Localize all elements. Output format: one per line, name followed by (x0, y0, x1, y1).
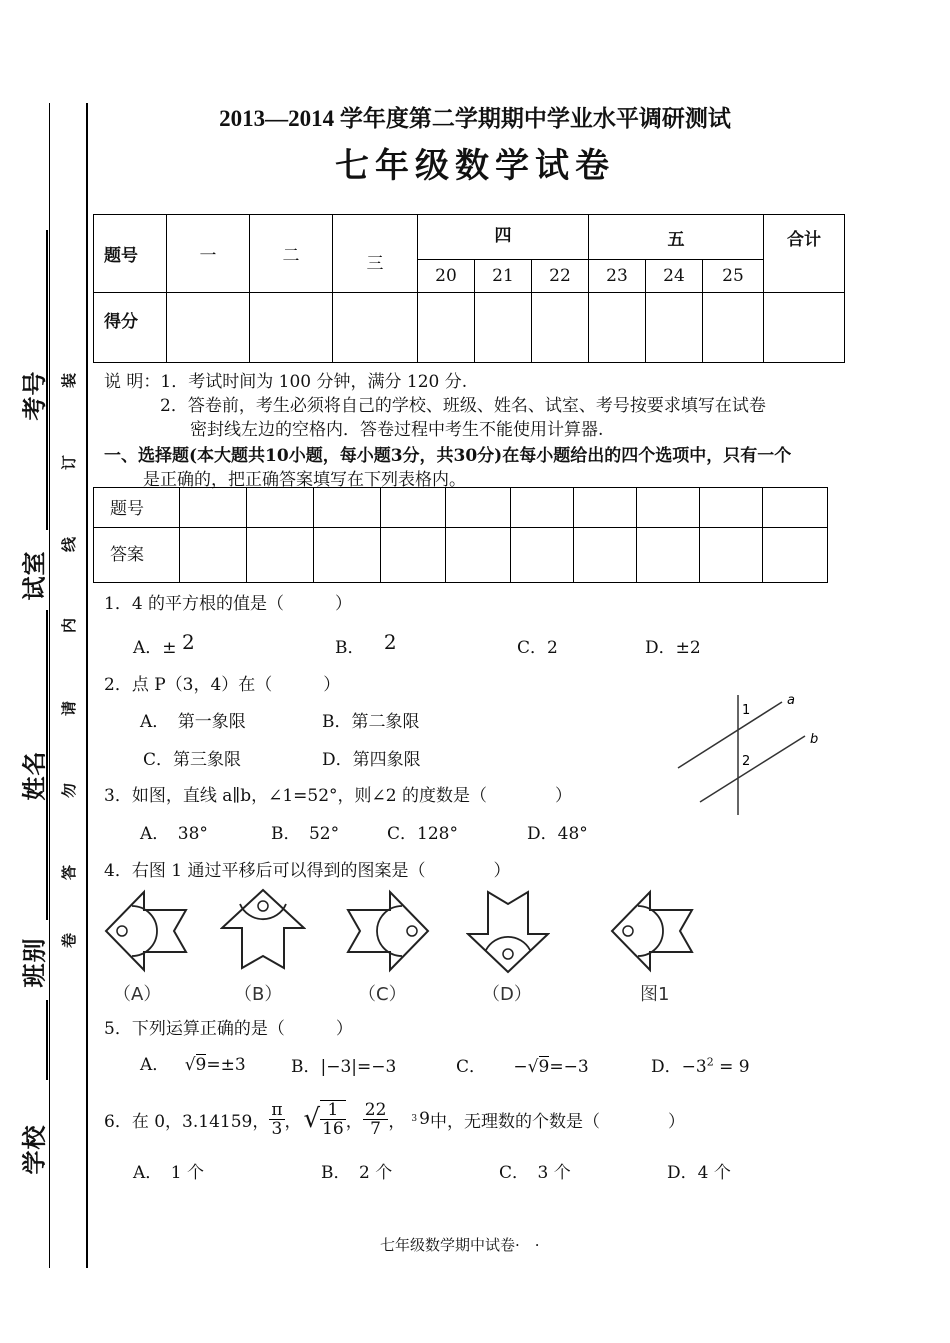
option-c-label: （C） (358, 984, 407, 1005)
q3-option-b: B． 52° (271, 824, 340, 844)
figure-1-label: 图1 (640, 984, 670, 1005)
score-cell[interactable] (250, 293, 333, 363)
option-b-label: （B） (234, 984, 283, 1005)
answer-cell[interactable] (574, 528, 637, 583)
pi-over-3: $\frac{\pi}{3}$ (271, 1099, 283, 1139)
q1-option-a: A．± 2 (133, 630, 195, 658)
class-label: 班别 (20, 937, 49, 988)
radical-icon: 2 (181, 630, 195, 654)
total-header: 合计 (764, 215, 845, 293)
section-1-header: 一 (167, 215, 250, 293)
option-c-shape (344, 888, 430, 974)
score-row-label: 得分 (94, 293, 167, 363)
q1-stem: 1．4 的平方根的值是（ ） (104, 594, 353, 614)
seal-char: 答 (60, 864, 79, 881)
section1-heading: 一、选择题(本大题共10小题，每小题3分，共30分)在每小题给出的四个选项中，只有一个 (104, 446, 792, 466)
score-table-header: 题号 (94, 215, 167, 293)
seal-char: 勿 (60, 782, 79, 799)
one-over-sixteen: $\frac{1}{16}$ (322, 1100, 344, 1139)
q2-stem: 2．点 P（3，4）在（ ） (104, 675, 341, 695)
q3-stem: 3．如图，直线 a∥b，∠1=52°，则∠2 的度数是（ ） (104, 786, 572, 806)
q5-stem: 5．下列运算正确的是（ ） (104, 1019, 353, 1039)
section1-heading-cont: 是正确的，把正确答案填写在下列表格内。 (143, 470, 466, 490)
margin-rule-outer (49, 103, 50, 1268)
section-3-header: 三 (333, 215, 418, 293)
score-cell[interactable] (167, 293, 250, 363)
name-label: 姓名 (20, 750, 49, 801)
q6-option-a: A． 1 个 (133, 1163, 204, 1183)
instruction-item-2: 2．答卷前，考生必须将自己的学校、班级、姓名、试室、考号按要求填写在试卷 (160, 396, 766, 416)
q1-option-c: C．2 (517, 638, 558, 658)
seal-char: 订 (60, 454, 79, 471)
q2-option-c: C．第三象限 (143, 750, 242, 770)
question-number-cell (247, 488, 314, 528)
q2-option-b: B．第二象限 (322, 712, 420, 732)
answer-cell[interactable] (511, 528, 574, 583)
score-cell[interactable] (646, 293, 703, 363)
score-cell[interactable] (589, 293, 646, 363)
score-cell[interactable] (418, 293, 475, 363)
school-label: 学校 (20, 1124, 49, 1175)
q6-stem: 6．在 0，3.14159， $\frac{\pi}{3}$ ， √ $\frac{1}{16}$ ， $\frac{22}{7}$ ， 3 9 中，无理数的个数是（ ） (104, 1099, 685, 1139)
radical-icon: √9 (527, 1057, 550, 1077)
seal-char: 内 (60, 617, 79, 634)
option-a-label: （A） (113, 984, 162, 1005)
q6-option-b: B． 2 个 (321, 1163, 393, 1183)
q25-header: 25 (703, 260, 764, 293)
answer-table-row2-label: 答案 (94, 528, 180, 583)
seal-char: 请 (60, 700, 79, 717)
q6-option-d: D．4 个 (667, 1163, 731, 1183)
seal-char: 线 (60, 536, 79, 553)
q2-option-a: A． 第一象限 (140, 712, 246, 732)
line-a-label: a (787, 693, 795, 708)
q4-stem: 4．右图 1 通过平移后可以得到的图案是（ ） (104, 861, 511, 881)
q5-option-c: C． −√9=−3 (456, 1057, 589, 1077)
q22-header: 22 (532, 260, 589, 293)
answer-table-row1-label: 题号 (94, 488, 180, 528)
score-table (93, 214, 845, 363)
answer-cell[interactable] (314, 528, 381, 583)
question-number-cell (763, 488, 828, 528)
answer-cell[interactable] (247, 528, 314, 583)
question-number-cell (574, 488, 637, 528)
answer-cell[interactable] (637, 528, 700, 583)
option-a-shape (104, 888, 188, 974)
question-number-cell (314, 488, 381, 528)
score-cell[interactable] (475, 293, 532, 363)
question-number-cell (511, 488, 574, 528)
instructions (104, 367, 467, 392)
radical-icon: 2 (383, 630, 397, 654)
q2-option-d: D．第四象限 (322, 750, 421, 770)
exam-number-label: 考号 (20, 370, 49, 421)
line-b-label: b (810, 732, 819, 747)
question-number-cell (637, 488, 700, 528)
answer-table (93, 487, 828, 583)
section-5-header: 五 (589, 215, 764, 260)
answer-cell[interactable] (381, 528, 446, 583)
exam-title-line2: 七年级数学试卷 (335, 146, 615, 186)
angle-1-label: 1 (742, 703, 751, 718)
section-2-header: 二 (250, 215, 333, 293)
q3-option-c: C．128° (387, 824, 458, 844)
option-d-shape (466, 888, 550, 974)
score-cell[interactable] (333, 293, 418, 363)
q6-option-c: C． 3 个 (499, 1163, 571, 1183)
q20-header: 20 (418, 260, 475, 293)
option-d-label: （D） (482, 984, 532, 1005)
question-number-cell (700, 488, 763, 528)
margin-rule-inner (86, 103, 88, 1268)
q1-option-b: B． 2 (335, 630, 397, 658)
instruction-item-2-cont: 密封线左边的空格内．答卷过程中考生不能使用计算器. (190, 420, 604, 440)
exam-title-line1: 2013—2014 学年度第二学期期中学业水平调研测试 (219, 106, 731, 131)
q3-option-d: D．48° (527, 824, 588, 844)
figure-1-shape (610, 888, 694, 974)
answer-cell[interactable] (763, 528, 828, 583)
score-cell[interactable] (764, 293, 845, 363)
page-footer: 七年级数学期中试卷· · (380, 1236, 540, 1254)
answer-cell[interactable] (180, 528, 247, 583)
radical-icon: √9 (184, 1055, 207, 1075)
twentytwo-over-seven: $\frac{22}{7}$ (364, 1099, 387, 1139)
room-label: 试室 (20, 550, 49, 601)
question-number-cell (381, 488, 446, 528)
question-number-cell (180, 488, 247, 528)
section-4-header: 四 (418, 215, 589, 260)
radical-icon: √ (303, 1104, 321, 1134)
seal-char: 卷 (60, 932, 79, 949)
q5-option-d: D．$-3^2 = 9$ (651, 1055, 750, 1077)
q24-header: 24 (646, 260, 703, 293)
cube-root-icon: 9 (419, 1109, 430, 1129)
score-cell[interactable] (532, 293, 589, 363)
instructions-label: 说 明： (104, 372, 161, 392)
score-cell[interactable] (703, 293, 764, 363)
option-b-shape (220, 888, 306, 972)
q1-option-d: D．±2 (645, 638, 701, 658)
q5-option-b: B．|−3|=−3 (291, 1057, 397, 1077)
answer-cell[interactable] (700, 528, 763, 583)
q3-option-a: A． 38° (140, 824, 208, 844)
margin-rule-left-3 (46, 1000, 48, 1080)
angle-2-label: 2 (742, 754, 751, 769)
seal-char: 装 (60, 372, 79, 389)
question-number-cell (446, 488, 511, 528)
q5-option-a: A． √9=±3 (140, 1055, 246, 1075)
q23-header: 23 (589, 260, 646, 293)
q21-header: 21 (475, 260, 532, 293)
instruction-item-1: 1．考试时间为 100 分钟，满分 120 分. (160, 372, 468, 392)
answer-cell[interactable] (446, 528, 511, 583)
parallel-lines-figure (670, 690, 840, 820)
